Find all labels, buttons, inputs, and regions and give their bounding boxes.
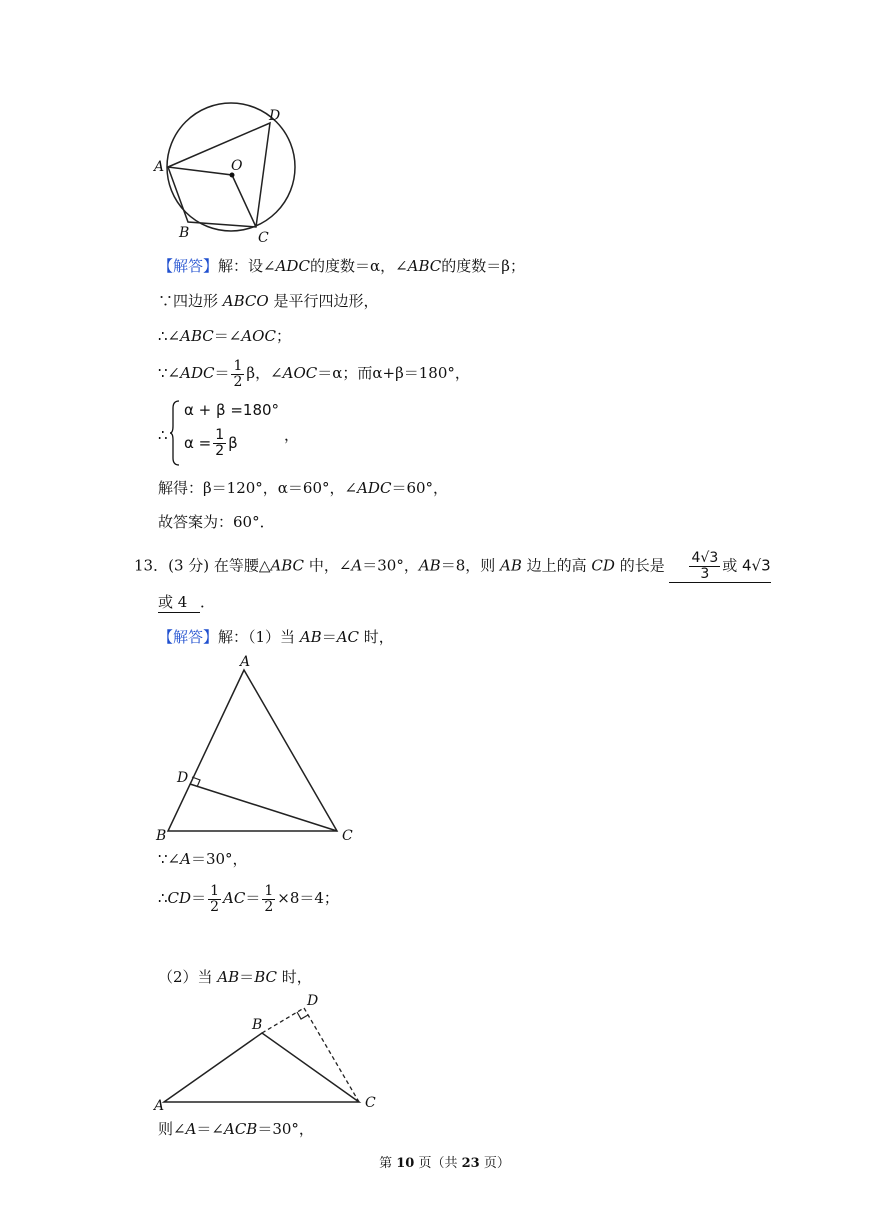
label-d: D bbox=[269, 108, 281, 124]
label-b: B bbox=[179, 225, 190, 241]
q13-question: 13．(3 分) 在等腰△ABC 中，∠A＝30°，AB＝8，则 AB 边上的高 CD 的长是 $\frac{4√3}{3}$ 或 4√3 bbox=[134, 550, 771, 582]
triangle-figure-2 bbox=[150, 985, 390, 1115]
label-d: D bbox=[177, 770, 189, 786]
system-brace bbox=[170, 400, 180, 465]
q13-line-cd: ∴CD＝ $\frac{1}{2}$ AC＝ $\frac{1}{2}$ ×8＝4； bbox=[158, 882, 339, 915]
system-prefix: ∴ bbox=[158, 426, 168, 444]
label-a: A bbox=[240, 654, 251, 670]
q13-case1: 【解答】解：（1）当 AB＝AC 时， bbox=[158, 628, 394, 646]
q12-line1: 【解答】解：设∠ADC的度数＝α，∠ABC的度数＝β； bbox=[158, 257, 525, 275]
system-suffix: ， bbox=[284, 426, 300, 444]
q12-line3: ∴∠ABC＝∠AOC； bbox=[158, 327, 291, 345]
system-row2: α = $\frac{1}{2}$ β bbox=[184, 427, 238, 459]
label-c: C bbox=[342, 828, 353, 844]
label-d: D bbox=[307, 993, 319, 1009]
q12-line2: ∵四边形 ABCO 是平行四边形， bbox=[158, 292, 379, 310]
label-b: B bbox=[252, 1017, 263, 1033]
system-row1: α + β =180° bbox=[184, 401, 280, 419]
fraction: $\frac{1}{2}$ bbox=[233, 357, 243, 390]
answer-tag: 【解答】 bbox=[158, 257, 219, 275]
q13-line-given: ∵∠A＝30°， bbox=[158, 850, 248, 868]
q13-answer-tail: 或 4 ． bbox=[158, 593, 216, 611]
answer-tag: 【解答】 bbox=[158, 628, 219, 646]
q12-line7: 故答案为：60°． bbox=[158, 513, 275, 531]
page-footer: 第 10 页（共 23 页） bbox=[379, 1156, 510, 1171]
q12-line4: ∵∠ADC＝ $\frac{1}{2}$ β，∠AOC＝α；而α+β＝180°， bbox=[158, 357, 470, 390]
label-o: O bbox=[231, 158, 243, 174]
label-c: C bbox=[258, 230, 269, 246]
answer-blank: $\frac{4√3}{3}$ 或 4√3 bbox=[669, 551, 770, 583]
q13-case2: （2）当 AB＝BC 时， bbox=[158, 968, 312, 986]
circle-figure bbox=[150, 100, 310, 250]
label-a: A bbox=[154, 159, 165, 175]
q13-line-angles: 则∠A＝∠ACB＝30°， bbox=[158, 1120, 314, 1138]
label-a: A bbox=[154, 1098, 165, 1114]
label-c: C bbox=[365, 1095, 376, 1111]
q12-line6: 解得：β＝120°，α＝60°，∠ADC＝60°， bbox=[158, 479, 449, 497]
label-b: B bbox=[156, 828, 167, 844]
triangle-figure-1 bbox=[150, 650, 370, 850]
